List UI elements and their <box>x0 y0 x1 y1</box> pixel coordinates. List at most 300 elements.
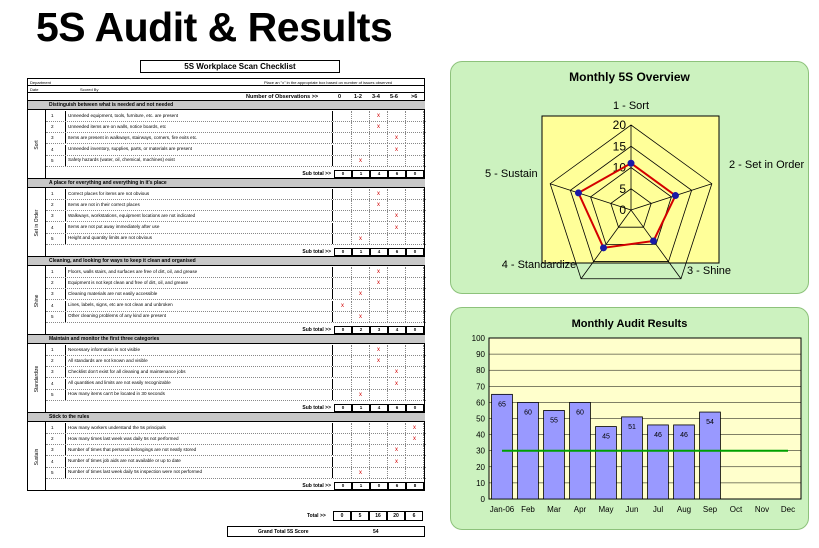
subtotal-value: 0 <box>334 248 352 256</box>
subtotal-value: 0 <box>406 326 424 334</box>
observation-cell[interactable] <box>352 122 370 132</box>
observation-cell[interactable] <box>352 457 370 467</box>
observation-cell[interactable] <box>370 223 388 233</box>
observation-cell[interactable] <box>334 445 352 455</box>
observation-cell[interactable] <box>370 390 388 400</box>
radar-category-label: 5 - Sustain <box>485 168 538 180</box>
row-number: 3 <box>51 369 54 375</box>
observation-cell[interactable] <box>334 468 352 478</box>
x-mark: x <box>359 469 362 476</box>
observation-cell[interactable] <box>352 156 370 166</box>
row-text: Equipment is not kept clean and free of dirt, oil, and grease <box>65 278 333 288</box>
bar-data-label: 65 <box>498 401 506 409</box>
subtotal-value: 0 <box>334 170 352 178</box>
observation-cell[interactable] <box>334 122 352 132</box>
col-head: 0 <box>338 94 342 100</box>
subtotal-value: 1 <box>352 404 370 412</box>
observation-cell[interactable] <box>370 379 388 389</box>
subtotal-value: 6 <box>388 482 406 490</box>
x-mark: x <box>395 224 398 231</box>
observation-cell[interactable] <box>334 133 352 143</box>
checklist-section <box>27 335 425 413</box>
observation-cell[interactable] <box>370 356 388 366</box>
subtotal-label: Sub total >> <box>302 483 331 489</box>
row-number: 2 <box>51 124 54 130</box>
radar-category-label: 2 - Set in Order <box>729 159 805 171</box>
subtotal-value: 0 <box>334 482 352 490</box>
observation-cell[interactable] <box>388 468 406 478</box>
observation-cell[interactable] <box>406 211 424 221</box>
checklist-row <box>46 189 426 200</box>
observation-cell[interactable] <box>334 200 352 210</box>
observation-cell[interactable] <box>406 390 424 400</box>
observation-cell[interactable] <box>352 312 370 322</box>
observation-cell[interactable] <box>388 145 406 155</box>
observation-cell[interactable] <box>388 457 406 467</box>
subtotal-label: Sub total >> <box>302 171 331 177</box>
bar-y-tick-label: 90 <box>476 350 485 360</box>
section-side <box>28 422 46 491</box>
bar-chart <box>451 308 808 529</box>
checklist-sheet <box>27 60 425 538</box>
bar-x-tick-label: Apr <box>573 505 587 514</box>
observation-cell[interactable] <box>334 267 352 277</box>
observation-cell[interactable] <box>352 390 370 400</box>
total-value: 5 <box>351 511 369 521</box>
observation-cell[interactable] <box>352 267 370 277</box>
section-header: Cleaning, and looking for ways to keep it clean and organised <box>28 257 425 266</box>
observation-cell[interactable] <box>406 145 424 155</box>
observation-cell[interactable] <box>334 189 352 199</box>
bar-data-label: 54 <box>706 419 714 427</box>
row-text: Correct places for items are not obvious <box>65 189 333 199</box>
subtotal-row <box>46 247 426 256</box>
observation-cell[interactable] <box>334 379 352 389</box>
observation-cell[interactable] <box>352 445 370 455</box>
checklist-title: 5S Workplace Scan Checklist <box>140 60 340 73</box>
observation-cell[interactable] <box>352 223 370 233</box>
row-text: Lines, labels, signs, etc are not clean and unbroken <box>65 301 333 311</box>
observation-cell[interactable] <box>388 423 406 433</box>
x-mark: x <box>395 135 398 142</box>
observation-cell[interactable] <box>370 267 388 277</box>
observation-cell[interactable] <box>388 200 406 210</box>
observation-cell[interactable] <box>370 111 388 121</box>
observation-cell[interactable] <box>388 156 406 166</box>
x-mark: x <box>395 458 398 465</box>
observation-cell[interactable] <box>406 111 424 121</box>
observation-cell[interactable] <box>370 457 388 467</box>
radar-category-label: 4 - Standardize <box>501 259 577 271</box>
radar-point <box>600 244 607 251</box>
row-text: Floors, walls stairs, and surfaces are free of dirt, oil, and grease <box>65 267 333 277</box>
x-mark: x <box>395 380 398 387</box>
subtotal-value: 1 <box>352 248 370 256</box>
observation-cell[interactable] <box>352 278 370 288</box>
row-text: All standards are not known and visible <box>65 356 333 366</box>
bar-x-tick-label: Sep <box>702 505 718 514</box>
radar-point <box>575 189 582 196</box>
observation-cell[interactable] <box>388 312 406 322</box>
radar-tick-label: 20 <box>612 118 626 132</box>
observation-cell[interactable] <box>370 468 388 478</box>
checklist-row <box>46 223 426 234</box>
observation-cell[interactable] <box>352 367 370 377</box>
radar-tick-label: 15 <box>612 139 626 154</box>
bar-x-tick-label: Aug <box>676 505 692 514</box>
x-mark: x <box>395 213 398 220</box>
observation-cell[interactable] <box>406 457 424 467</box>
checklist-row <box>46 278 426 289</box>
x-mark: x <box>413 425 416 431</box>
observation-cell[interactable] <box>370 301 388 311</box>
subtotal-value: 8 <box>406 482 424 490</box>
observation-cell[interactable] <box>370 434 388 444</box>
observation-cell[interactable] <box>370 133 388 143</box>
observation-cell[interactable] <box>352 301 370 311</box>
place-note: Place an "x" in the appropriate box based on number of issues observed <box>264 80 393 85</box>
subtotal-value: 0 <box>370 482 388 490</box>
row-number: 2 <box>51 358 54 364</box>
observation-cell[interactable] <box>370 211 388 221</box>
checklist-section <box>27 179 425 257</box>
row-number: 1 <box>51 347 54 352</box>
observation-cell[interactable] <box>370 189 388 199</box>
subtotal-value: 0 <box>406 404 424 412</box>
observation-cell[interactable] <box>406 445 424 455</box>
row-text: Necessary information is not visible <box>65 345 333 355</box>
observation-cell[interactable] <box>388 223 406 233</box>
subtotal-value: 2 <box>352 326 370 334</box>
observation-cell[interactable] <box>370 234 388 244</box>
x-mark: x <box>359 391 362 398</box>
observation-cell[interactable] <box>352 379 370 389</box>
checklist-row <box>46 289 426 300</box>
observation-cell[interactable] <box>388 234 406 244</box>
observation-cell[interactable] <box>370 367 388 377</box>
row-text: Unneeded items are on walls, notice boards, etc <box>65 122 333 132</box>
radar-point <box>672 192 679 199</box>
row-text: Checklist don't exist for all cleaning and maintenance jobs <box>65 367 333 377</box>
section-name: Shine <box>33 294 40 307</box>
row-number: 5 <box>51 391 54 397</box>
bar-y-tick-label: 30 <box>476 446 485 456</box>
x-mark: x <box>395 447 398 454</box>
row-number: 1 <box>51 113 54 118</box>
bar-data-label: 45 <box>602 433 610 441</box>
section-name: Sustain <box>33 448 40 465</box>
bar-x-tick-label: Jul <box>652 505 664 514</box>
section-side <box>28 188 46 257</box>
observation-cell[interactable] <box>370 445 388 455</box>
bar-x-tick-label: Jan-06 <box>489 505 515 514</box>
observation-cell[interactable] <box>334 356 352 366</box>
row-text: Cleaning materials are not easily accessible <box>65 289 333 299</box>
radar-chart-panel <box>450 61 809 294</box>
observation-cell[interactable] <box>388 301 406 311</box>
observation-cell[interactable] <box>352 111 370 121</box>
observation-cell[interactable] <box>334 312 352 322</box>
bar-x-tick-label: Nov <box>754 505 770 514</box>
observation-cell[interactable] <box>406 423 424 433</box>
checklist-row <box>46 156 426 167</box>
observation-cell[interactable] <box>388 133 406 143</box>
subtotal-label: Sub total >> <box>302 327 331 333</box>
x-mark: x <box>377 202 380 209</box>
bar-data-label: 60 <box>576 409 584 417</box>
checklist-row <box>46 356 426 367</box>
observation-cell[interactable] <box>406 301 424 311</box>
section-header: Maintain and monitor the first three categories <box>28 335 425 344</box>
observation-cell[interactable] <box>334 367 352 377</box>
subtotal-label: Sub total >> <box>302 405 331 411</box>
observation-cell[interactable] <box>334 301 352 311</box>
subtotal-value: 0 <box>334 326 352 334</box>
row-text: Other cleaning problems of any kind are present <box>65 312 333 322</box>
row-number: 2 <box>51 436 54 442</box>
subtotal-value: 6 <box>388 404 406 412</box>
observation-cell[interactable] <box>406 122 424 132</box>
x-mark: x <box>359 157 362 164</box>
observation-cell[interactable] <box>334 211 352 221</box>
row-number: 3 <box>51 135 54 141</box>
observation-cell[interactable] <box>370 156 388 166</box>
observation-cell[interactable] <box>352 423 370 433</box>
x-mark: x <box>377 113 380 119</box>
checklist-section <box>27 413 425 491</box>
subtotal-value: 1 <box>352 482 370 490</box>
observation-cell[interactable] <box>334 234 352 244</box>
observation-cell[interactable] <box>352 234 370 244</box>
row-number: 4 <box>51 224 54 230</box>
x-mark: x <box>395 146 398 153</box>
subtotal-row <box>46 403 426 412</box>
row-number: 5 <box>51 313 54 319</box>
radar-tick-label: 10 <box>612 160 626 175</box>
bar-x-tick-label: Jun <box>625 505 639 514</box>
observation-cell[interactable] <box>406 367 424 377</box>
grand-total-row <box>227 526 425 537</box>
observation-cell[interactable] <box>352 468 370 478</box>
observation-cell[interactable] <box>334 434 352 444</box>
observation-cell[interactable] <box>352 189 370 199</box>
scored-by-label: Scored By <box>80 87 99 92</box>
observation-cell[interactable] <box>406 356 424 366</box>
radar-category-label: 1 - Sort <box>612 100 650 112</box>
row-number: 3 <box>51 447 54 453</box>
row-number: 5 <box>51 469 54 475</box>
observation-cell[interactable] <box>406 278 424 288</box>
col-head: >6 <box>411 94 418 100</box>
observation-cell[interactable] <box>388 111 406 121</box>
observation-cell[interactable] <box>406 223 424 233</box>
observation-cell[interactable] <box>334 223 352 233</box>
bar-x-tick-label: Dec <box>780 505 796 514</box>
checklist-row <box>46 133 426 144</box>
radar-category-label: 3 - Shine <box>687 265 732 277</box>
bar-y-tick-label: 20 <box>476 462 485 472</box>
subtotal-value: 3 <box>370 326 388 334</box>
observation-cell[interactable] <box>352 133 370 143</box>
row-text: Number of times job aids are not available or up to date <box>65 457 333 467</box>
subtotal-value: 0 <box>406 170 424 178</box>
bar-y-tick-label: 0 <box>480 495 485 504</box>
bar-x-tick-label: Oct <box>729 505 743 514</box>
checklist-row <box>46 312 426 323</box>
observation-cell[interactable] <box>406 379 424 389</box>
observation-cell[interactable] <box>334 278 352 288</box>
bar-y-tick-label: 10 <box>476 478 485 488</box>
observation-cell[interactable] <box>352 434 370 444</box>
x-mark: x <box>377 191 380 197</box>
observation-cell[interactable] <box>334 423 352 433</box>
observation-cell[interactable] <box>388 356 406 366</box>
row-text: Unneeded inventory, supplies, parts, or materials are present <box>65 145 333 155</box>
checklist-row <box>46 111 426 122</box>
bar-x-tick-label: May <box>598 505 614 514</box>
bar-y-tick-label: 60 <box>476 398 485 408</box>
observation-cell[interactable] <box>334 345 352 355</box>
observation-cell[interactable] <box>406 200 424 210</box>
grand-total-label: Grand Total 5S Score <box>258 529 309 535</box>
subtotal-value: 0 <box>334 404 352 412</box>
observation-cell[interactable] <box>406 345 424 355</box>
subtotal-row <box>46 325 426 334</box>
row-text: Number of times that personal belongings are not neatly stored <box>65 445 333 455</box>
observation-cell[interactable] <box>388 267 406 277</box>
observation-cell[interactable] <box>406 189 424 199</box>
total-value: 6 <box>405 511 423 521</box>
checklist-row <box>46 122 426 133</box>
checklist-row <box>46 267 426 278</box>
observation-cell[interactable] <box>352 211 370 221</box>
observation-cell[interactable] <box>406 156 424 166</box>
checklist-row <box>46 301 426 312</box>
observation-cell[interactable] <box>388 278 406 288</box>
row-number: 3 <box>51 213 54 219</box>
observation-cell[interactable] <box>334 289 352 299</box>
checklist-row <box>46 423 426 434</box>
section-header: A place for everything and everything in it's place <box>28 179 425 188</box>
bar-y-tick-label: 70 <box>476 382 485 392</box>
observation-cell[interactable] <box>388 379 406 389</box>
section-header: Distinguish between what is needed and not needed <box>28 101 425 110</box>
x-mark: x <box>395 369 398 376</box>
observation-cell[interactable] <box>388 345 406 355</box>
observation-cell[interactable] <box>388 445 406 455</box>
bar-data-label: 46 <box>680 431 688 439</box>
observation-cell[interactable] <box>334 390 352 400</box>
observation-cell[interactable] <box>334 111 352 121</box>
section-header: Stick to the rules <box>28 413 425 422</box>
radar-point <box>650 237 657 244</box>
observation-cell[interactable] <box>352 356 370 366</box>
observation-cell[interactable] <box>406 468 424 478</box>
observation-cell[interactable] <box>388 289 406 299</box>
radar-tick-label: 0 <box>619 203 626 217</box>
observation-cell[interactable] <box>370 312 388 322</box>
observation-cell[interactable] <box>406 267 424 277</box>
radar-chart <box>451 62 808 293</box>
bar-y-tick-label: 40 <box>476 430 485 440</box>
row-number: 1 <box>51 269 54 274</box>
checklist-row <box>46 367 426 378</box>
observation-cell[interactable] <box>352 145 370 155</box>
subtotal-value: 6 <box>388 248 406 256</box>
observation-cell[interactable] <box>352 200 370 210</box>
radar-point <box>628 160 635 167</box>
observation-cell[interactable] <box>370 345 388 355</box>
row-number: 5 <box>51 157 54 163</box>
observation-cell[interactable] <box>334 457 352 467</box>
observations-label: Number of Observations >> <box>246 94 319 100</box>
observation-cell[interactable] <box>388 122 406 132</box>
observation-cell[interactable] <box>388 390 406 400</box>
bar-chart-title: Monthly Audit Results <box>571 318 688 330</box>
observation-cell[interactable] <box>388 211 406 221</box>
observation-cell[interactable] <box>370 423 388 433</box>
bar-y-tick-label: 50 <box>476 414 485 424</box>
observation-cell[interactable] <box>388 434 406 444</box>
subtotal-value: 1 <box>352 170 370 178</box>
grand-total-value: 54 <box>373 529 379 535</box>
bar-data-label: 51 <box>628 423 636 431</box>
checklist-row <box>46 345 426 356</box>
row-text: Number of times last week daily 5s inspection were not performed <box>65 468 333 478</box>
bar-y-tick-label: 100 <box>471 334 485 343</box>
total-value: 16 <box>369 511 387 521</box>
subtotal-row <box>46 169 426 178</box>
observation-cell[interactable] <box>370 289 388 299</box>
observation-cell[interactable] <box>370 200 388 210</box>
page-title: 5S Audit & Results <box>36 4 393 50</box>
observation-cell[interactable] <box>406 434 424 444</box>
observation-cell[interactable] <box>406 312 424 322</box>
col-head: 5-6 <box>390 94 398 100</box>
department-label: Department <box>30 80 51 85</box>
observation-cell[interactable] <box>370 145 388 155</box>
observation-cell[interactable] <box>352 289 370 299</box>
observation-cell[interactable] <box>334 145 352 155</box>
observation-cell[interactable] <box>388 189 406 199</box>
observation-cell[interactable] <box>352 345 370 355</box>
observation-cell[interactable] <box>406 234 424 244</box>
checklist-row <box>46 200 426 211</box>
subtotal-value: 4 <box>370 170 388 178</box>
row-text: All quantities and limits are not easily recognizable <box>65 379 333 389</box>
row-number: 2 <box>51 202 54 208</box>
observation-cell[interactable] <box>406 133 424 143</box>
bar-chart-panel <box>450 307 809 530</box>
observation-cell[interactable] <box>406 289 424 299</box>
observation-cell[interactable] <box>388 367 406 377</box>
observation-cell[interactable] <box>370 278 388 288</box>
total-label: Total >> <box>307 513 326 519</box>
date-label: Date <box>30 87 39 92</box>
row-text: Safety hazards (water, oil, chemical, machines) exist <box>65 156 333 166</box>
checklist-row <box>46 390 426 401</box>
total-row <box>227 511 425 521</box>
observation-cell[interactable] <box>370 122 388 132</box>
bar-data-label: 60 <box>524 409 532 417</box>
observation-cell[interactable] <box>334 156 352 166</box>
row-text: How many times last week was daily 5s not performed <box>65 434 333 444</box>
subtotal-row <box>46 481 426 490</box>
section-side <box>28 110 46 179</box>
checklist-row <box>46 145 426 156</box>
row-text: Items are not in their correct places <box>65 200 333 210</box>
x-mark: x <box>359 291 362 298</box>
